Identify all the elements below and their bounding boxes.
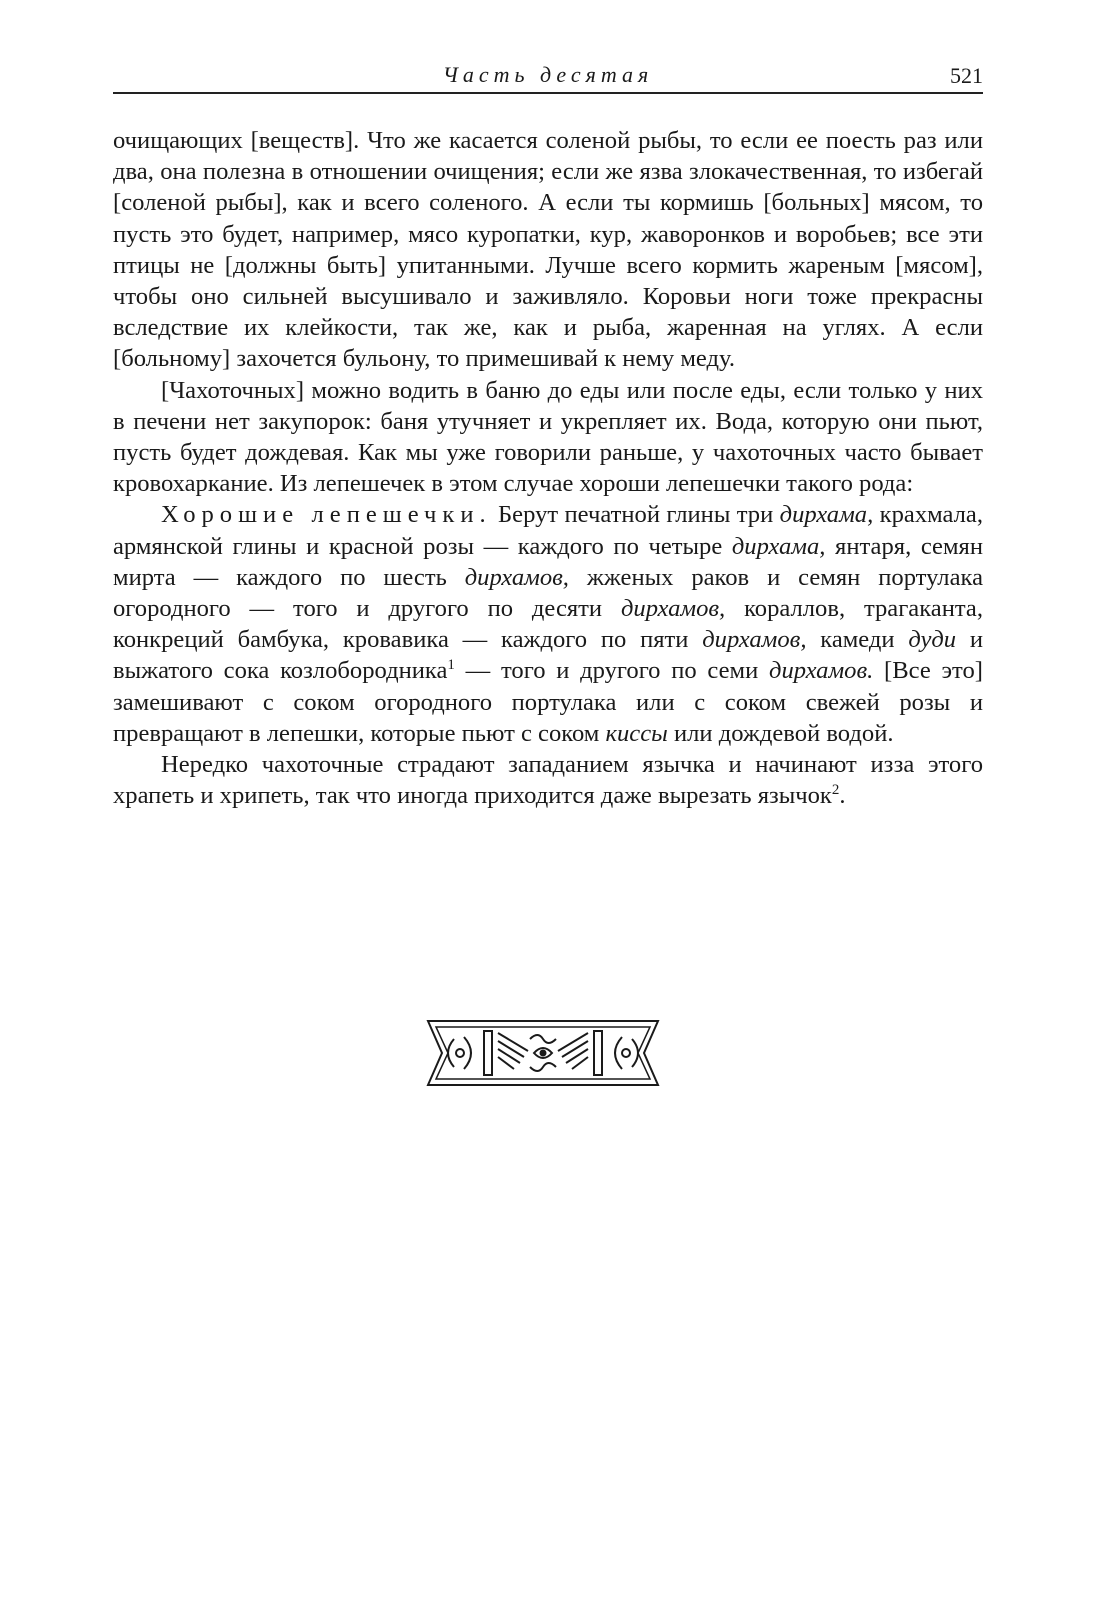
- text-run: крахмала, армянской глины и красной розы — каждого по четыре: [113, 501, 983, 560]
- text-run: Нередко чахоточные страдают западанием язычка и начинают изза этого храпеть и хрипеть, так что иногда приходится даже вырезать язычок: [113, 751, 983, 810]
- running-title: Часть десятая: [442, 62, 654, 87]
- text-run: [Чахоточных] можно водить в баню до еды или после еды, если только у них в печени нет закупорок: баня утучняет и укрепляет их. Вода, которую они пьют, пусть будет дождевая. Как мы уже говорили раньше, у чахоточных часто бывает кровохаркание. Из лепешечек в этом случае хороши лепешечки такого рода:: [113, 376, 983, 498]
- italic-term: дирхамов,: [464, 563, 569, 591]
- recipe-heading: Хорошие лепешечки.: [161, 501, 492, 529]
- footnote-ref-1: 1: [447, 657, 455, 674]
- text-run: очищающих [веществ]. Что же касается соленой рыбы, то если ее поесть раз или два, она полезна в отношении очищения; если же язва злокачественная, то избегай [соленой рыбы], как и всего соленого. А если ты кормишь [больных] мясом, то пусть это будет, например, мясо куропатки, кур, жаворонков и воробьев; все эти птицы не [должны быть] упитанными. Лучше всего кормить жареным [мясом], чтобы оно сильней высушивало и заживляло. Коровьи ноги тоже прекрасны вследствие их клейкости, так же, как и рыба, жаренная на углях. А если [больному] захочется бульону, то примешивай к нему меду.: [113, 127, 983, 373]
- italic-term: дирхамов,: [620, 595, 726, 623]
- text-run: — того и другого по семи: [454, 657, 770, 685]
- paragraph-3: [113, 499, 983, 749]
- italic-term: дирхамов,: [702, 626, 807, 654]
- text-run: и выжатого сока козлобородника: [113, 626, 983, 685]
- text-run: жженых раков и семян портулака огородного — того и другого по десяти: [113, 563, 983, 623]
- body-text: [113, 125, 983, 811]
- text-run: янтаря, семян мирта — каждого по шесть: [113, 532, 983, 591]
- page-number: 521: [950, 63, 983, 88]
- paragraph-4: [113, 749, 983, 811]
- ornament-icon: [424, 1015, 662, 1091]
- italic-term: киссы: [605, 719, 668, 747]
- italic-term: дирхамов.: [769, 657, 874, 685]
- paragraph-2: [113, 375, 983, 500]
- italic-term: дирхама,: [779, 501, 874, 529]
- italic-term: дирхама,: [731, 532, 826, 560]
- running-head: [113, 62, 983, 94]
- text-run: [Все это] замешивают с соком огородного портулака или с соком свежей розы и превращают в лепешки, которые пьют с соком: [113, 657, 983, 747]
- italic-term: дуди: [908, 626, 957, 654]
- footnote-ref-2: 2: [831, 782, 840, 799]
- text-run: .: [839, 782, 846, 810]
- text-run: кораллов, трагаканта, конкреций бамбука, кровавика — каждого по пяти: [113, 595, 983, 654]
- paragraph-1: [113, 125, 983, 375]
- text-run: камеди: [806, 626, 909, 654]
- text-run: или дождевой водой.: [667, 719, 894, 747]
- text-run: Берут печатной глины три: [491, 501, 780, 529]
